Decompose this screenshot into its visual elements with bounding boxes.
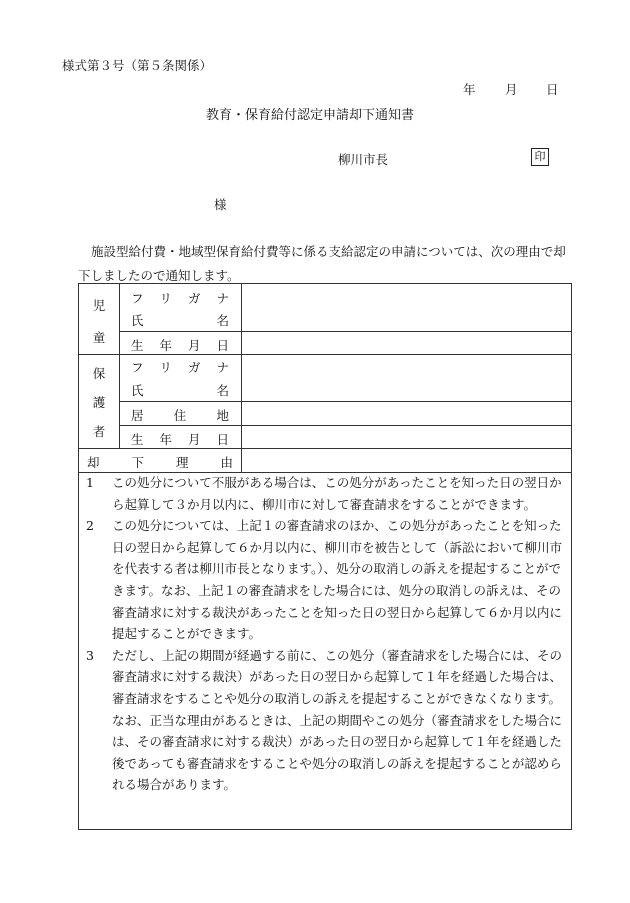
guardian-furigana-label: フ リ ガ ナ — [131, 360, 229, 375]
guardian-address-value[interactable] — [249, 406, 565, 422]
note-item-2 — [86, 515, 570, 645]
addressee-suffix: 様 — [214, 197, 227, 212]
child-name-value[interactable] — [249, 294, 565, 324]
guardian-birthdate-label: 生 年 月 日 — [131, 432, 229, 447]
seal-mark: 印 — [531, 148, 549, 166]
note-text: この処分については、上記１の審査請求のほか、この処分があったことを知った日の翌日から起算して６か月以内に、柳川市を被告として（訴訟において柳川市を代表する者は柳川市長となります。）、処分の取消しの訴えを提起することができます。なお、上記１の審査請求をした場合には、処分の取消しの訴えは、その審査請求に対する裁決があったことを知った日の翌日から起算して６か月以内に提起することができます。 — [112, 518, 563, 642]
note-item-1 — [86, 472, 570, 515]
guardian-name-value[interactable] — [249, 362, 565, 396]
guardian-label: 保 護 者 — [92, 366, 106, 439]
note-number: 2 — [86, 518, 94, 534]
form-number: 様式第３号（第５条関係） — [62, 58, 213, 73]
child-birthdate-value[interactable] — [249, 335, 565, 351]
date-year-label: 年 — [463, 82, 476, 97]
child-label: 児 童 — [92, 298, 106, 345]
date-month-label: 月 — [505, 82, 518, 97]
note-text: ただし、上記の期間が経過する前に、この処分（審査請求をした場合には、その審査請求に対する裁決）があった日の翌日から起算して１年を経過した場合は、審査請求をすることや処分の取消しの訴えを提起することができなくなります。なお、正当な理由があるときは、上記の期間やこの処分（審査請求をした場合には、その審査請求に対する裁決）があった日の翌日から起算して１年を経過した後であっても審査請求をすることや処分の取消しの訴えを提起することが認められる場合があります。 — [112, 647, 563, 793]
guardian-address-label: 居 住 地 — [131, 408, 229, 423]
date-day-label: 日 — [546, 82, 559, 97]
child-furigana-label: フ リ ガ ナ — [131, 291, 229, 306]
note-number: 1 — [86, 475, 94, 490]
note-number: 3 — [86, 647, 94, 663]
reason-value[interactable] — [249, 452, 565, 468]
child-name-label: 氏 名 — [131, 313, 229, 328]
note-text: この処分について不服がある場合は、この処分があったことを知った日の翌日から起算して３か月以内に、柳川市に対して審査請求をすることができます。 — [112, 475, 562, 512]
notification-text: 施設型給付費・地域型保育給付費等に係る支給認定の申請については、次の理由で却下しましたので通知します。 — [78, 244, 566, 283]
reason-label: 却 下 理 由 — [87, 455, 233, 470]
child-birthdate-label: 生 年 月 日 — [131, 338, 229, 353]
guardian-birthdate-value[interactable] — [249, 430, 565, 446]
appeal-notes — [86, 472, 570, 796]
document-title: 教育・保育給付認定申請却下通知書 — [206, 108, 415, 123]
issuer-name: 柳川市長 — [338, 152, 389, 167]
guardian-name-label: 氏 名 — [131, 383, 229, 398]
notification-body — [78, 240, 574, 288]
note-item-3 — [86, 645, 570, 796]
